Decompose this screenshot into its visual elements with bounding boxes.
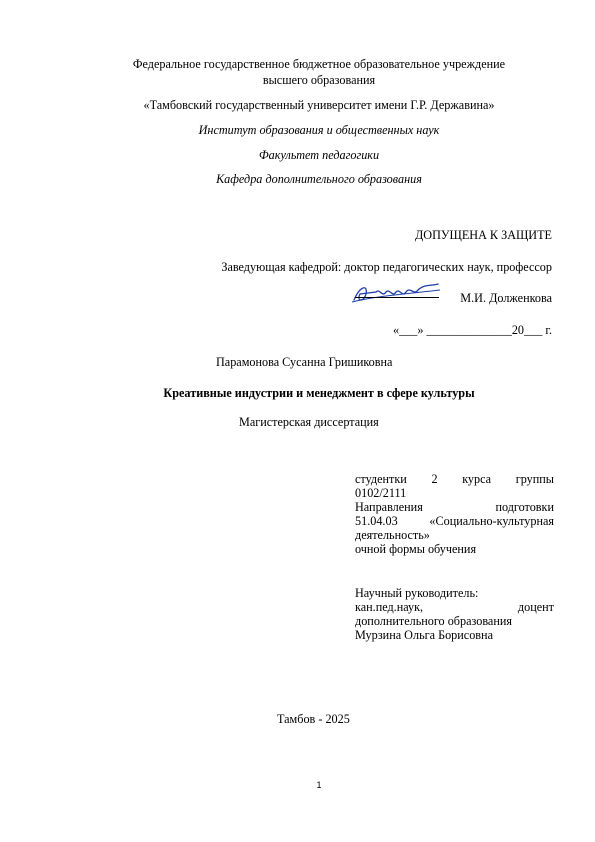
supervisor-name: Мурзина Ольга Борисовна [355,628,493,642]
city-year: Тамбов - 2025 [277,712,350,726]
preparation-word: подготовки [495,500,554,514]
author-name: Парамонова Сусанна Гришиковна [216,355,393,369]
supervisor-degree: кан.пед.наук, [355,600,424,614]
institute-name: Институт образования и общественных наук [198,123,440,137]
org-line-1: Федеральное государственное бюджетное образовательное учреждение [132,57,506,71]
faculty-name: Факультет педагогики [258,148,380,162]
study-form: очной формы обучения [355,542,477,556]
supervisor-block [355,586,554,642]
approval-title: ДОПУЩЕНА К ЗАЩИТЕ [414,228,552,242]
supervisor-title: доцент [517,600,554,614]
department-head-label: Заведующая кафедрой: доктор педагогических наук, профессор [221,260,552,274]
signature-line [355,297,439,298]
program-code: 51.04.03 [355,514,398,528]
course-word: курса [462,472,492,486]
student-info-row-4 [355,514,554,528]
program-name-part: «Социально-культурная [429,514,554,528]
student-word: студентки [355,472,407,486]
supervisor-row-1 [355,600,554,614]
group-number: 0102/2111 [355,486,407,500]
group-word: группы [515,472,554,486]
signature-image [346,280,446,308]
student-info-row-1 [355,472,554,486]
department-name: Кафедра дополнительного образования [216,172,422,186]
department-head-name: М.И. Долженкова [460,291,552,305]
thesis-type: Магистерская диссертация [239,415,379,429]
page-number: 1 [316,780,322,790]
course-number: 2 [431,472,438,486]
supervisor-department: дополнительного образования [355,614,512,628]
direction-word: Направления [355,500,423,514]
thesis-title: Креативные индустрии и менеджмент в сфере культуры [163,386,475,400]
student-info-block [355,472,554,556]
approval-date-line: «___» ______________20___ г. [392,323,552,337]
org-line-2: высшего образования [262,73,376,87]
supervisor-label: Научный руководитель: [355,586,479,600]
program-name-end: деятельность» [355,528,430,542]
university-name: «Тамбовский государственный университет имени Г.Р. Державина» [143,98,495,112]
student-info-row-3 [355,500,554,514]
